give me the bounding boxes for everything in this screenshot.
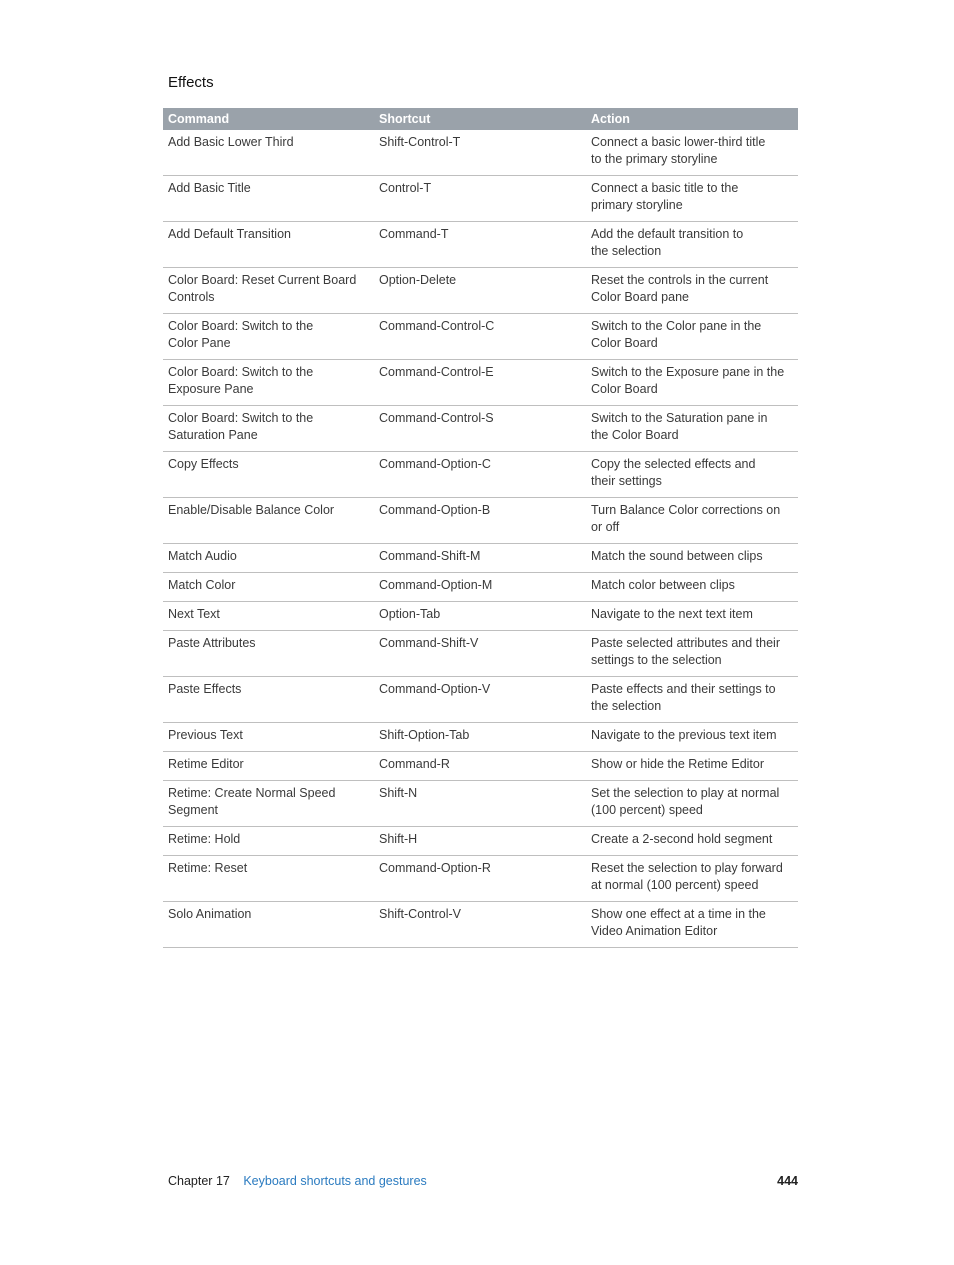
command-cell: Paste Attributes [163, 631, 374, 677]
shortcut-cell: Option-Delete [374, 268, 586, 314]
action-cell: Match the sound between clips [586, 544, 798, 573]
section-title: Effects [168, 74, 214, 91]
column-header-shortcut: Shortcut [374, 108, 586, 130]
command-cell: Retime: Create Normal Speed Segment [163, 781, 374, 827]
table-row [163, 902, 798, 948]
table-row [163, 222, 798, 268]
command-cell: Next Text [163, 602, 374, 631]
table-row [163, 176, 798, 222]
table-row [163, 677, 798, 723]
page-number: 444 [777, 1174, 798, 1188]
action-cell: Connect a basic title to the primary storyline [586, 176, 798, 222]
action-cell: Reset the selection to play forward at normal (100 percent) speed [586, 856, 798, 902]
table-row [163, 452, 798, 498]
command-cell: Retime: Reset [163, 856, 374, 902]
action-cell: Copy the selected effects and their settings [586, 452, 798, 498]
table-row [163, 498, 798, 544]
table-row [163, 723, 798, 752]
table-body [163, 130, 798, 948]
command-cell: Enable/Disable Balance Color [163, 498, 374, 544]
table-header-row [163, 108, 798, 130]
shortcuts-table [163, 108, 798, 948]
action-cell: Switch to the Saturation pane in the Color Board [586, 406, 798, 452]
shortcut-cell: Command-Shift-M [374, 544, 586, 573]
shortcut-cell: Command-Option-V [374, 677, 586, 723]
column-header-action: Action [586, 108, 798, 130]
action-cell: Paste selected attributes and their settings to the selection [586, 631, 798, 677]
action-cell: Turn Balance Color corrections on or off [586, 498, 798, 544]
table-row [163, 752, 798, 781]
shortcut-cell: Shift-H [374, 827, 586, 856]
command-cell: Color Board: Reset Current Board Controls [163, 268, 374, 314]
command-cell: Add Basic Lower Third [163, 130, 374, 176]
table-row [163, 130, 798, 176]
column-header-command: Command [163, 108, 374, 130]
shortcut-cell: Command-Shift-V [374, 631, 586, 677]
shortcut-cell: Command-Option-B [374, 498, 586, 544]
table-row [163, 314, 798, 360]
shortcut-cell: Shift-Control-V [374, 902, 586, 948]
action-cell: Paste effects and their settings to the selection [586, 677, 798, 723]
table-row [163, 544, 798, 573]
action-cell: Set the selection to play at normal (100 percent) speed [586, 781, 798, 827]
table-row [163, 631, 798, 677]
action-cell: Create a 2-second hold segment [586, 827, 798, 856]
chapter-label: Chapter 17 [168, 1174, 230, 1188]
shortcut-cell: Command-Control-S [374, 406, 586, 452]
command-cell: Retime Editor [163, 752, 374, 781]
table-row [163, 827, 798, 856]
shortcut-cell: Shift-N [374, 781, 586, 827]
table-row [163, 573, 798, 602]
command-cell: Color Board: Switch to the Saturation Pane [163, 406, 374, 452]
shortcut-cell: Shift-Option-Tab [374, 723, 586, 752]
command-cell: Retime: Hold [163, 827, 374, 856]
shortcut-cell: Command-Option-M [374, 573, 586, 602]
command-cell: Match Audio [163, 544, 374, 573]
action-cell: Add the default transition to the selection [586, 222, 798, 268]
command-cell: Color Board: Switch to the Exposure Pane [163, 360, 374, 406]
action-cell: Show or hide the Retime Editor [586, 752, 798, 781]
chapter-title-link[interactable]: Keyboard shortcuts and gestures [243, 1174, 427, 1188]
command-cell: Copy Effects [163, 452, 374, 498]
shortcut-cell: Command-Option-C [374, 452, 586, 498]
shortcut-cell: Command-T [374, 222, 586, 268]
table-row [163, 781, 798, 827]
action-cell: Switch to the Exposure pane in the Color Board [586, 360, 798, 406]
command-cell: Solo Animation [163, 902, 374, 948]
command-cell: Color Board: Switch to the Color Pane [163, 314, 374, 360]
shortcut-cell: Command-Control-E [374, 360, 586, 406]
shortcut-cell: Command-Option-R [374, 856, 586, 902]
action-cell: Navigate to the previous text item [586, 723, 798, 752]
action-cell: Show one effect at a time in the Video Animation Editor [586, 902, 798, 948]
action-cell: Connect a basic lower-third title to the primary storyline [586, 130, 798, 176]
table-row [163, 360, 798, 406]
table-row [163, 268, 798, 314]
shortcut-cell: Command-R [374, 752, 586, 781]
table-row [163, 406, 798, 452]
action-cell: Reset the controls in the current Color Board pane [586, 268, 798, 314]
action-cell: Navigate to the next text item [586, 602, 798, 631]
action-cell: Match color between clips [586, 573, 798, 602]
command-cell: Add Default Transition [163, 222, 374, 268]
page-footer [168, 1174, 798, 1188]
shortcut-cell: Command-Control-C [374, 314, 586, 360]
action-cell: Switch to the Color pane in the Color Board [586, 314, 798, 360]
shortcut-cell: Option-Tab [374, 602, 586, 631]
command-cell: Match Color [163, 573, 374, 602]
shortcut-cell: Control-T [374, 176, 586, 222]
table-row [163, 602, 798, 631]
shortcut-cell: Shift-Control-T [374, 130, 586, 176]
command-cell: Previous Text [163, 723, 374, 752]
command-cell: Add Basic Title [163, 176, 374, 222]
table-row [163, 856, 798, 902]
command-cell: Paste Effects [163, 677, 374, 723]
